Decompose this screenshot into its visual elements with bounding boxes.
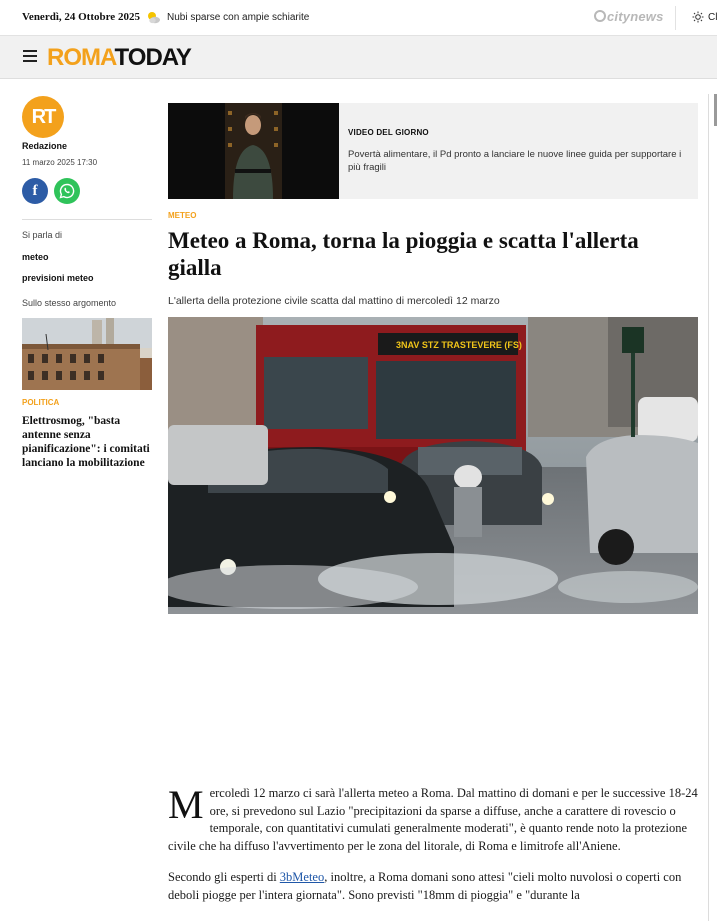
whatsapp-icon[interactable] [54,178,80,204]
author-name[interactable]: Redazione [22,141,68,151]
related-article-image[interactable] [22,318,152,390]
citynews-logo[interactable] [594,9,664,24]
logo-today: TODAY [114,44,191,71]
video-thumbnail[interactable] [168,103,339,199]
sidebar-divider [22,219,152,220]
theme-toggle-label[interactable]: Cl [708,12,717,23]
logo-roma: ROMA [47,44,115,71]
topbar-divider [675,6,676,30]
weather-text: Nubi sparse con ampie schiarite [167,12,310,23]
page-edge-line [708,94,709,921]
article-hero-image [168,317,698,614]
paragraph-2-after: , inoltre, a Roma domani sono attesi "cieli molto nuvolosi o coperti con deboli piogge per l'intera giornata". Sono previsti "18mm di pioggia" e "durante la [168,870,682,902]
publish-date: 11 marzo 2025 17:30 [22,158,98,167]
cloud-sun-icon [146,10,161,25]
tags-label: Si parla di [22,230,63,240]
hamburger-icon[interactable] [23,50,37,62]
article-paragraph [168,869,698,904]
paragraph-2-before: Secondo gli esperti di [168,870,280,885]
facebook-icon[interactable]: f [22,178,48,204]
related-article-title[interactable]: Elettrosmog, "basta antenne senza pianificazione": i comitati lanciano la mobilitazione [22,415,150,469]
video-caption[interactable]: Povertà alimentare, il Pd pronto a lanciare le nuove linee guida per supportare i più fragili [348,149,682,173]
citynews-label: citynews [607,9,664,24]
related-category[interactable]: POLITICA [22,398,60,407]
link-3bmeteo[interactable]: 3bMeteo [279,870,325,885]
article-title: Meteo a Roma, torna la pioggia e scatta l'allerta gialla [168,228,639,280]
related-label: Sullo stesso argomento [22,298,117,308]
current-date: Venerdì, 24 Ottobre 2025 [22,11,140,23]
article-paragraph [168,782,698,855]
video-of-the-day[interactable] [168,103,698,199]
paragraph-1-text: ercoledì 12 marzo ci sarà l'allerta meteo a Roma. Dal mattino di domani e per le successive 18-24 ore, si prevedono sul Lazio "precipitazioni da sparse a diffuse, anche a carattere di rovescio o temporale, con quantitativi cumulati generalmente moderati", è quanto rende noto la protezione civile che ha diffuso l'avvertimento per le zona del litorale, di Roma e limitrofe all'Aniene. [168,786,698,853]
article-category[interactable]: METEO [168,211,197,220]
tag-previsioni-meteo[interactable]: previsioni meteo [22,273,94,283]
drop-cap: M [168,782,204,827]
author-avatar[interactable]: RT [22,96,64,138]
article-body [168,782,698,919]
sun-icon [692,11,704,23]
article-subtitle: L'allerta della protezione civile scatta dal mattino di mercoledì 12 marzo [168,295,500,307]
tag-meteo[interactable]: meteo [22,252,49,262]
bus-destination-sign: 3NAV STZ TRASTEVERE (FS) [396,340,522,350]
site-logo[interactable] [47,44,191,72]
site-header [0,36,717,79]
top-bar [0,0,717,36]
video-label: VIDEO DEL GIORNO [348,128,429,137]
